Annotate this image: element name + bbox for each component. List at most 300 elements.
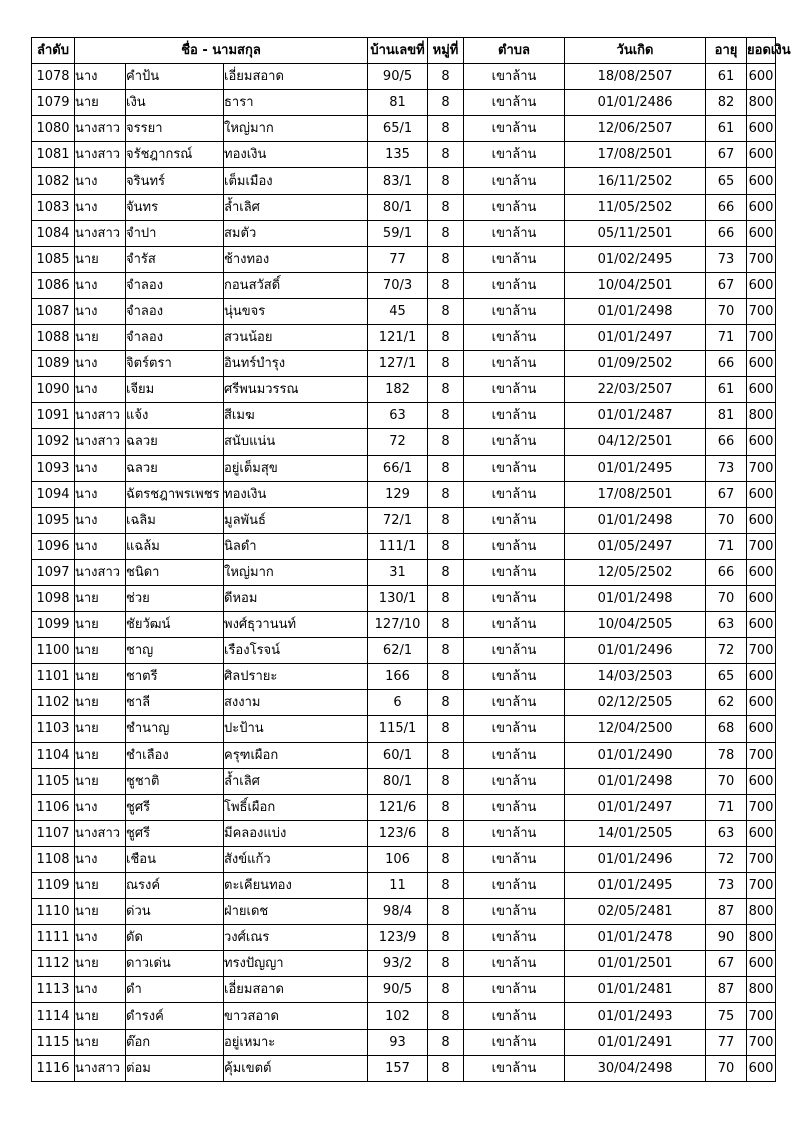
first-name-cell: จำลอง [126,298,224,324]
house-number-cell: 121/6 [368,794,428,820]
birth-date-cell: 01/01/2493 [565,1003,706,1029]
amount-cell: 800 [747,899,776,925]
row-number-cell: 1100 [32,638,75,664]
village-number-cell: 8 [428,194,464,220]
age-cell: 66 [706,194,747,220]
last-name-cell: สงงาม [224,690,368,716]
table-row [32,298,776,324]
row-number-cell: 1095 [32,507,75,533]
subdistrict-cell: เขาล้าน [464,873,565,899]
village-number-cell: 8 [428,925,464,951]
name-title-cell: นางสาว [75,1055,126,1081]
birth-date-cell: 01/01/2495 [565,455,706,481]
birth-date-cell: 05/11/2501 [565,220,706,246]
header-name: ชื่อ - นามสกุล [75,38,368,64]
row-number-cell: 1081 [32,142,75,168]
first-name-cell: ชำนาญ [126,716,224,742]
village-number-cell: 8 [428,116,464,142]
table-row [32,142,776,168]
row-number-cell: 1110 [32,899,75,925]
first-name-cell: เจียม [126,377,224,403]
village-number-cell: 8 [428,1003,464,1029]
age-cell: 70 [706,298,747,324]
row-number-cell: 1086 [32,272,75,298]
table-row [32,507,776,533]
last-name-cell: อยู่เหมาะ [224,1029,368,1055]
amount-cell: 600 [747,559,776,585]
birth-date-cell: 01/01/2498 [565,298,706,324]
row-number-cell: 1099 [32,612,75,638]
birth-date-cell: 01/01/2496 [565,846,706,872]
name-title-cell: นาง [75,351,126,377]
age-cell: 66 [706,559,747,585]
first-name-cell: ต่อม [126,1055,224,1081]
subdistrict-cell: เขาล้าน [464,507,565,533]
row-number-cell: 1078 [32,64,75,90]
last-name-cell: มีคลองแบ่ง [224,820,368,846]
row-number-cell: 1098 [32,585,75,611]
birth-date-cell: 01/05/2497 [565,533,706,559]
age-cell: 71 [706,533,747,559]
name-title-cell: นาง [75,194,126,220]
house-number-cell: 123/9 [368,925,428,951]
amount-cell: 800 [747,925,776,951]
birth-date-cell: 01/01/2498 [565,768,706,794]
age-cell: 66 [706,220,747,246]
first-name-cell: ชาตรี [126,664,224,690]
age-cell: 87 [706,899,747,925]
birth-date-cell: 02/12/2505 [565,690,706,716]
house-number-cell: 72/1 [368,507,428,533]
birth-date-cell: 10/04/2505 [565,612,706,638]
table-row [32,351,776,377]
row-number-cell: 1088 [32,325,75,351]
last-name-cell: ล้ำเลิศ [224,768,368,794]
last-name-cell: ดีหอม [224,585,368,611]
birth-date-cell: 01/01/2498 [565,585,706,611]
subdistrict-cell: เขาล้าน [464,298,565,324]
first-name-cell: ชนิดา [126,559,224,585]
house-number-cell: 157 [368,1055,428,1081]
age-cell: 70 [706,1055,747,1081]
table-row [32,220,776,246]
first-name-cell: ช่วย [126,585,224,611]
table-row [32,768,776,794]
table-row [32,272,776,298]
last-name-cell: ฝ่ายเดช [224,899,368,925]
birth-date-cell: 11/05/2502 [565,194,706,220]
subdistrict-cell: เขาล้าน [464,820,565,846]
village-number-cell: 8 [428,246,464,272]
village-number-cell: 8 [428,977,464,1003]
last-name-cell: ช้างทอง [224,246,368,272]
amount-cell: 700 [747,1029,776,1055]
table-row [32,559,776,585]
table-row [32,168,776,194]
house-number-cell: 98/4 [368,899,428,925]
subdistrict-cell: เขาล้าน [464,481,565,507]
amount-cell: 600 [747,194,776,220]
row-number-cell: 1083 [32,194,75,220]
last-name-cell: เอี่ยมสอาด [224,977,368,1003]
row-number-cell: 1105 [32,768,75,794]
header-age: อายุ [706,38,747,64]
house-number-cell: 80/1 [368,768,428,794]
age-cell: 68 [706,716,747,742]
birth-date-cell: 01/01/2496 [565,638,706,664]
house-number-cell: 31 [368,559,428,585]
amount-cell: 600 [747,64,776,90]
table-row [32,716,776,742]
age-cell: 65 [706,664,747,690]
amount-cell: 600 [747,820,776,846]
table-row [32,977,776,1003]
amount-cell: 600 [747,142,776,168]
village-number-cell: 8 [428,142,464,168]
subdistrict-cell: เขาล้าน [464,246,565,272]
house-number-cell: 130/1 [368,585,428,611]
age-cell: 81 [706,403,747,429]
house-number-cell: 63 [368,403,428,429]
first-name-cell: จำลอง [126,272,224,298]
amount-cell: 600 [747,168,776,194]
village-number-cell: 8 [428,90,464,116]
amount-cell: 700 [747,742,776,768]
first-name-cell: ชูศรี [126,794,224,820]
table-row [32,612,776,638]
birth-date-cell: 12/06/2507 [565,116,706,142]
name-title-cell: นาย [75,873,126,899]
subdistrict-cell: เขาล้าน [464,977,565,1003]
row-number-cell: 1115 [32,1029,75,1055]
last-name-cell: ศิลปรายะ [224,664,368,690]
row-number-cell: 1103 [32,716,75,742]
last-name-cell: วงศ์เณร [224,925,368,951]
last-name-cell: สนับแน่น [224,429,368,455]
last-name-cell: นิลดำ [224,533,368,559]
birth-date-cell: 02/05/2481 [565,899,706,925]
subdistrict-cell: เขาล้าน [464,846,565,872]
row-number-cell: 1108 [32,846,75,872]
subdistrict-cell: เขาล้าน [464,585,565,611]
house-number-cell: 72 [368,429,428,455]
house-number-cell: 102 [368,1003,428,1029]
house-number-cell: 127/1 [368,351,428,377]
house-number-cell: 11 [368,873,428,899]
amount-cell: 600 [747,481,776,507]
row-number-cell: 1097 [32,559,75,585]
village-number-cell: 8 [428,377,464,403]
name-title-cell: นางสาว [75,142,126,168]
amount-cell: 600 [747,351,776,377]
birth-date-cell: 01/01/2487 [565,403,706,429]
last-name-cell: สังข์แก้ว [224,846,368,872]
table-row [32,794,776,820]
birth-date-cell: 12/04/2500 [565,716,706,742]
subdistrict-cell: เขาล้าน [464,194,565,220]
amount-cell: 600 [747,612,776,638]
table-row [32,533,776,559]
amount-cell: 700 [747,638,776,664]
amount-cell: 600 [747,272,776,298]
row-number-cell: 1104 [32,742,75,768]
subdistrict-cell: เขาล้าน [464,768,565,794]
header-house: บ้านเลขที่ [368,38,428,64]
amount-cell: 700 [747,246,776,272]
table-row [32,246,776,272]
name-title-cell: นาง [75,925,126,951]
birth-date-cell: 01/01/2498 [565,507,706,533]
name-title-cell: นาย [75,716,126,742]
village-number-cell: 8 [428,690,464,716]
name-title-cell: นาย [75,690,126,716]
amount-cell: 700 [747,298,776,324]
first-name-cell: จำลอง [126,325,224,351]
birth-date-cell: 12/05/2502 [565,559,706,585]
village-number-cell: 8 [428,742,464,768]
subdistrict-cell: เขาล้าน [464,90,565,116]
amount-cell: 800 [747,90,776,116]
row-number-cell: 1084 [32,220,75,246]
house-number-cell: 81 [368,90,428,116]
header-subdistrict: ตำบล [464,38,565,64]
age-cell: 67 [706,142,747,168]
village-number-cell: 8 [428,325,464,351]
table-row [32,873,776,899]
subdistrict-cell: เขาล้าน [464,794,565,820]
amount-cell: 700 [747,325,776,351]
roster-table [31,37,791,1082]
amount-cell: 600 [747,116,776,142]
village-number-cell: 8 [428,481,464,507]
first-name-cell: ดัด [126,925,224,951]
birth-date-cell: 17/08/2501 [565,142,706,168]
village-number-cell: 8 [428,168,464,194]
table-row [32,1029,776,1055]
header-birthdate: วันเกิด [565,38,706,64]
birth-date-cell: 22/03/2507 [565,377,706,403]
amount-cell: 600 [747,690,776,716]
name-title-cell: นางสาว [75,116,126,142]
age-cell: 70 [706,585,747,611]
first-name-cell: จรัชฎากรณ์ [126,142,224,168]
row-number-cell: 1089 [32,351,75,377]
house-number-cell: 182 [368,377,428,403]
header-amount: ยอดเงิน [747,38,776,64]
subdistrict-cell: เขาล้าน [464,533,565,559]
house-number-cell: 135 [368,142,428,168]
subdistrict-cell: เขาล้าน [464,142,565,168]
row-number-cell: 1102 [32,690,75,716]
birth-date-cell: 10/04/2501 [565,272,706,298]
house-number-cell: 127/10 [368,612,428,638]
subdistrict-cell: เขาล้าน [464,220,565,246]
amount-cell: 600 [747,716,776,742]
age-cell: 73 [706,873,747,899]
village-number-cell: 8 [428,638,464,664]
first-name-cell: คำป้น [126,64,224,90]
age-cell: 70 [706,507,747,533]
village-number-cell: 8 [428,533,464,559]
first-name-cell: จำปา [126,220,224,246]
village-number-cell: 8 [428,351,464,377]
row-number-cell: 1101 [32,664,75,690]
row-number-cell: 1096 [32,533,75,559]
age-cell: 71 [706,325,747,351]
subdistrict-cell: เขาล้าน [464,1029,565,1055]
house-number-cell: 129 [368,481,428,507]
first-name-cell: แจ้ง [126,403,224,429]
house-number-cell: 166 [368,664,428,690]
table-row [32,377,776,403]
last-name-cell: ทองเงิน [224,142,368,168]
age-cell: 61 [706,64,747,90]
age-cell: 82 [706,90,747,116]
birth-date-cell: 18/08/2507 [565,64,706,90]
subdistrict-cell: เขาล้าน [464,742,565,768]
birth-date-cell: 16/11/2502 [565,168,706,194]
birth-date-cell: 01/01/2486 [565,90,706,116]
age-cell: 70 [706,768,747,794]
age-cell: 72 [706,846,747,872]
birth-date-cell: 01/01/2501 [565,951,706,977]
age-cell: 73 [706,455,747,481]
last-name-cell: เอี่ยมสอาด [224,64,368,90]
first-name-cell: จรินทร์ [126,168,224,194]
first-name-cell: จำรัส [126,246,224,272]
age-cell: 77 [706,1029,747,1055]
house-number-cell: 66/1 [368,455,428,481]
subdistrict-cell: เขาล้าน [464,690,565,716]
village-number-cell: 8 [428,272,464,298]
birth-date-cell: 01/01/2497 [565,325,706,351]
subdistrict-cell: เขาล้าน [464,116,565,142]
name-title-cell: นางสาว [75,820,126,846]
name-title-cell: นาง [75,794,126,820]
name-title-cell: นาย [75,768,126,794]
last-name-cell: กอนสวัสดิ์ [224,272,368,298]
last-name-cell: ใหญ่มาก [224,559,368,585]
last-name-cell: ล้ำเลิศ [224,194,368,220]
amount-cell: 700 [747,533,776,559]
house-number-cell: 60/1 [368,742,428,768]
row-number-cell: 1082 [32,168,75,194]
name-title-cell: นาย [75,90,126,116]
first-name-cell: ด่วน [126,899,224,925]
village-number-cell: 8 [428,951,464,977]
last-name-cell: ธารา [224,90,368,116]
last-name-cell: ใหญ่มาก [224,116,368,142]
house-number-cell: 106 [368,846,428,872]
last-name-cell: โพธิ์เผือก [224,794,368,820]
header-moo: หมู่ที่ [428,38,464,64]
subdistrict-cell: เขาล้าน [464,925,565,951]
subdistrict-cell: เขาล้าน [464,716,565,742]
age-cell: 67 [706,481,747,507]
village-number-cell: 8 [428,846,464,872]
table-row [32,951,776,977]
age-cell: 65 [706,168,747,194]
amount-cell: 700 [747,846,776,872]
age-cell: 87 [706,977,747,1003]
village-number-cell: 8 [428,1029,464,1055]
table-row [32,325,776,351]
subdistrict-cell: เขาล้าน [464,612,565,638]
last-name-cell: ทรงปัญญา [224,951,368,977]
age-cell: 90 [706,925,747,951]
age-cell: 67 [706,951,747,977]
row-number-cell: 1111 [32,925,75,951]
birth-date-cell: 14/01/2505 [565,820,706,846]
last-name-cell: คุ้มเขตต์ [224,1055,368,1081]
amount-cell: 600 [747,1055,776,1081]
subdistrict-cell: เขาล้าน [464,429,565,455]
name-title-cell: นาง [75,455,126,481]
amount-cell: 600 [747,220,776,246]
subdistrict-cell: เขาล้าน [464,899,565,925]
age-cell: 62 [706,690,747,716]
first-name-cell: ฉลวย [126,455,224,481]
table-row [32,690,776,716]
first-name-cell: เชือน [126,846,224,872]
first-name-cell: ฉลวย [126,429,224,455]
amount-cell: 700 [747,455,776,481]
house-number-cell: 45 [368,298,428,324]
subdistrict-cell: เขาล้าน [464,664,565,690]
first-name-cell: แฉล้ม [126,533,224,559]
house-number-cell: 83/1 [368,168,428,194]
row-number-cell: 1107 [32,820,75,846]
table-row [32,638,776,664]
first-name-cell: ชาญ [126,638,224,664]
amount-cell: 700 [747,794,776,820]
row-number-cell: 1106 [32,794,75,820]
last-name-cell: ตะเคียนทอง [224,873,368,899]
row-number-cell: 1113 [32,977,75,1003]
table-row [32,116,776,142]
amount-cell: 600 [747,585,776,611]
name-title-cell: นาย [75,742,126,768]
table-row [32,1055,776,1081]
birth-date-cell: 01/01/2491 [565,1029,706,1055]
first-name-cell: ณรงค์ [126,873,224,899]
name-title-cell: นาย [75,246,126,272]
name-title-cell: นาง [75,533,126,559]
table-row [32,429,776,455]
last-name-cell: ศรีพนมวรรณ [224,377,368,403]
row-number-cell: 1080 [32,116,75,142]
house-number-cell: 80/1 [368,194,428,220]
subdistrict-cell: เขาล้าน [464,272,565,298]
name-title-cell: นางสาว [75,403,126,429]
village-number-cell: 8 [428,403,464,429]
house-number-cell: 77 [368,246,428,272]
name-title-cell: นาย [75,585,126,611]
village-number-cell: 8 [428,820,464,846]
name-title-cell: นาง [75,481,126,507]
subdistrict-cell: เขาล้าน [464,403,565,429]
last-name-cell: พงศ์ธุวานนท์ [224,612,368,638]
row-number-cell: 1109 [32,873,75,899]
last-name-cell: นุ่นขจร [224,298,368,324]
birth-date-cell: 01/01/2497 [565,794,706,820]
name-title-cell: นาย [75,325,126,351]
row-number-cell: 1085 [32,246,75,272]
subdistrict-cell: เขาล้าน [464,64,565,90]
village-number-cell: 8 [428,716,464,742]
first-name-cell: ดาวเด่น [126,951,224,977]
subdistrict-cell: เขาล้าน [464,559,565,585]
